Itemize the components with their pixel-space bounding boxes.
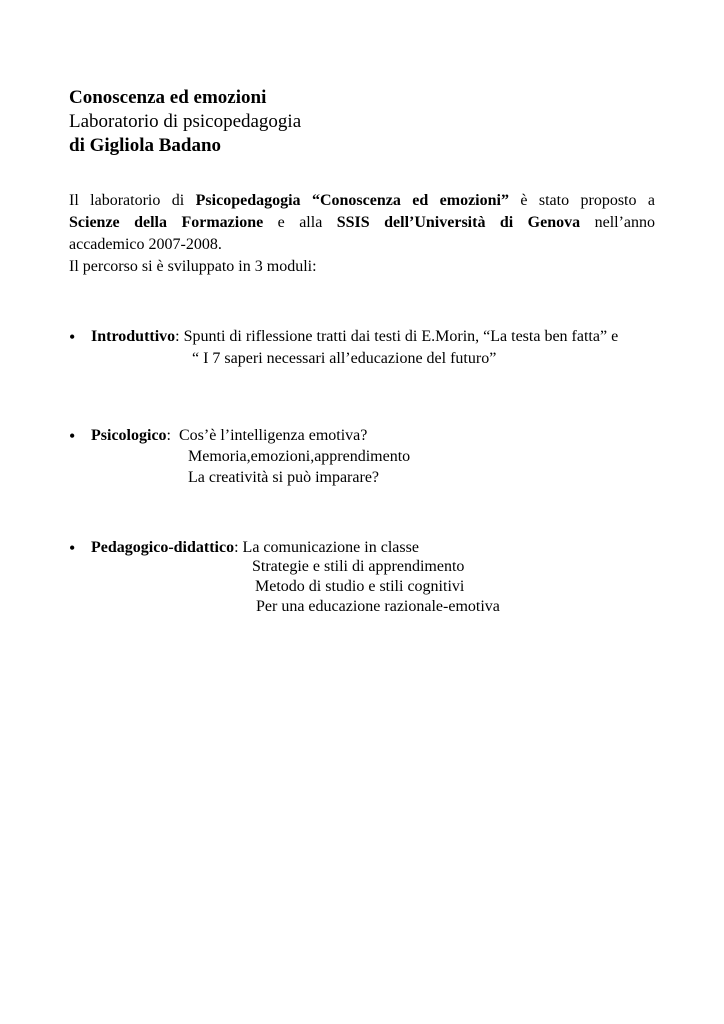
module-line: Memoria,emozioni,apprendimento [188,448,411,465]
module-line: Spunti di riflessione tratti dai testi di E.Morin, “La testa ben fatta” e [183,328,619,345]
document-title: Conoscenza ed emozioni [69,87,267,108]
intro-text: e alla [263,214,337,231]
bullet-icon: • [69,538,76,558]
module-item [69,537,669,627]
module-line: “ I 7 saperi necessari all’educazione del futuro” [192,350,497,367]
module-separator: : [234,539,243,556]
module-first-line [91,425,367,447]
module-first-line [91,326,618,348]
module-name: Introduttivo [91,328,176,345]
intro-line-1 [69,190,655,212]
intro-text: Il laboratorio di [69,192,196,209]
module-separator: : [166,427,179,444]
module-line: La creatività si può imparare? [188,469,380,486]
intro-text: è stato proposto a [508,192,655,209]
intro-paragraph [69,190,655,278]
module-item [69,425,669,495]
module-line: Strategie e stili di apprendimento [252,558,465,575]
intro-bold: Scienze della Formazione [69,214,264,231]
module-separator: : [175,328,184,345]
document-subtitle: Laboratorio di psicopedagogia [69,111,302,132]
intro-line-2 [69,212,655,234]
intro-line-3: accademico 2007-2008. [69,236,222,253]
intro-line-4: Il percorso si è sviluppato in 3 moduli: [69,258,317,275]
module-line: Per una educazione razionale-emotiva [256,598,500,615]
intro-bold: Psicopedagogia “Conoscenza ed emozioni” [195,192,509,209]
intro-text: nell’anno [580,214,656,231]
module-line: La comunicazione in classe [242,539,419,556]
title-block [69,86,301,158]
bullet-icon: • [69,426,76,446]
intro-bold: SSIS dell’Università di Genova [336,214,581,231]
module-name: Psicologico [91,427,167,444]
bullet-icon: • [69,327,76,347]
document-author: di Gigliola Badano [69,135,222,156]
module-line: Metodo di studio e stili cognitivi [255,578,465,595]
module-name: Pedagogico-didattico [91,539,235,556]
module-item [69,326,669,376]
module-line: Cos’è l’intelligenza emotiva? [179,427,368,444]
